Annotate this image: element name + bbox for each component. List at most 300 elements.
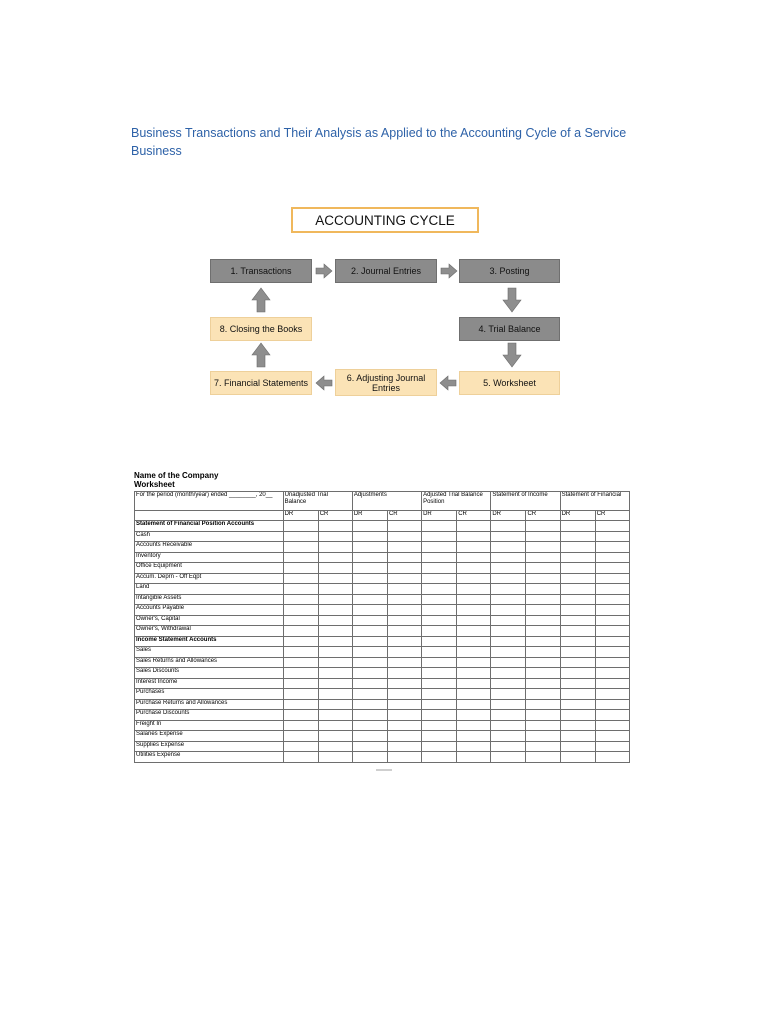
amount-cell [457, 615, 491, 626]
amount-cell [560, 657, 595, 668]
amount-cell [352, 668, 387, 679]
step-financial-statements [210, 371, 312, 395]
step-label: 2. Journal Entries [350, 266, 422, 276]
amount-cell [283, 531, 318, 542]
amount-cell [595, 626, 629, 637]
amount-cell [526, 720, 560, 731]
table-row [135, 699, 630, 710]
step-label: 8. Closing the Books [219, 324, 303, 334]
amount-cell [491, 720, 526, 731]
amount-cell [422, 689, 457, 700]
account-label: Cash [135, 531, 284, 542]
amount-cell [595, 584, 629, 595]
amount-cell [526, 584, 560, 595]
amount-cell [318, 678, 352, 689]
amount-cell [595, 710, 629, 721]
arrow-left-icon [439, 375, 457, 391]
amount-cell [283, 731, 318, 742]
table-row [135, 626, 630, 637]
amount-cell [457, 752, 491, 763]
amount-cell [318, 699, 352, 710]
amount-cell [283, 563, 318, 574]
group-header: Adjustments [352, 492, 421, 511]
amount-cell [352, 731, 387, 742]
amount-cell [283, 584, 318, 595]
amount-cell [595, 699, 629, 710]
table-row [135, 552, 630, 563]
amount-cell [352, 720, 387, 731]
amount-cell [560, 720, 595, 731]
table-row [135, 573, 630, 584]
amount-cell [560, 563, 595, 574]
step-label: 1. Transactions [230, 266, 292, 276]
group-header: Statement of Financial [560, 492, 629, 511]
amount-cell [560, 699, 595, 710]
amount-cell [352, 552, 387, 563]
amount-cell [457, 668, 491, 679]
amount-cell [491, 710, 526, 721]
step-label: 3. Posting [489, 266, 530, 276]
amount-cell [422, 647, 457, 658]
amount-cell [491, 678, 526, 689]
amount-cell [457, 731, 491, 742]
amount-cell [491, 647, 526, 658]
amount-cell [387, 636, 421, 647]
table-row [135, 647, 630, 658]
amount-cell [491, 531, 526, 542]
table-row [135, 594, 630, 605]
amount-cell [595, 573, 629, 584]
amount-cell [526, 594, 560, 605]
amount-cell [422, 563, 457, 574]
amount-cell [457, 710, 491, 721]
company-name: Name of the Company [134, 471, 219, 480]
amount-cell [595, 615, 629, 626]
cr-header: CR [457, 511, 491, 521]
amount-cell [283, 678, 318, 689]
step-transactions [210, 259, 312, 283]
amount-cell [560, 626, 595, 637]
amount-cell [283, 647, 318, 658]
amount-cell [560, 552, 595, 563]
amount-cell [422, 521, 457, 532]
group-header: Unadjusted Trial Balance [283, 492, 352, 511]
amount-cell [422, 542, 457, 553]
amount-cell [595, 689, 629, 700]
amount-cell [422, 668, 457, 679]
account-label: Owner's, Capital [135, 615, 284, 626]
amount-cell [387, 668, 421, 679]
dr-header: DR [352, 511, 387, 521]
arrow-up-icon [251, 287, 271, 313]
table-row [135, 542, 630, 553]
amount-cell [526, 741, 560, 752]
amount-cell [560, 710, 595, 721]
amount-cell [491, 731, 526, 742]
amount-cell [491, 605, 526, 616]
amount-cell [526, 731, 560, 742]
account-label: Inventory [135, 552, 284, 563]
step-journal-entries [335, 259, 437, 283]
amount-cell [387, 678, 421, 689]
amount-cell [595, 605, 629, 616]
amount-cell [352, 657, 387, 668]
step-trial-balance [459, 317, 560, 341]
amount-cell [491, 689, 526, 700]
arrow-right-icon [315, 263, 333, 279]
account-label: Utilities Expense [135, 752, 284, 763]
worksheet [134, 471, 630, 763]
amount-cell [560, 752, 595, 763]
cr-header: CR [595, 511, 629, 521]
amount-cell [387, 605, 421, 616]
amount-cell [457, 699, 491, 710]
accounting-cycle-diagram [0, 0, 768, 420]
amount-cell [318, 584, 352, 595]
account-label: Sales Discounts [135, 668, 284, 679]
amount-cell [352, 636, 387, 647]
amount-cell [422, 552, 457, 563]
amount-cell [387, 741, 421, 752]
amount-cell [595, 542, 629, 553]
amount-cell [318, 531, 352, 542]
amount-cell [526, 689, 560, 700]
amount-cell [526, 626, 560, 637]
amount-cell [457, 678, 491, 689]
amount-cell [387, 720, 421, 731]
amount-cell [422, 573, 457, 584]
table-row [135, 668, 630, 679]
amount-cell [387, 731, 421, 742]
amount-cell [422, 731, 457, 742]
amount-cell [595, 657, 629, 668]
amount-cell [526, 552, 560, 563]
step-posting [459, 259, 560, 283]
amount-cell [283, 710, 318, 721]
amount-cell [526, 668, 560, 679]
arrow-down-icon [502, 287, 522, 313]
amount-cell [457, 584, 491, 595]
amount-cell [352, 647, 387, 658]
amount-cell [595, 594, 629, 605]
amount-cell [491, 752, 526, 763]
amount-cell [352, 699, 387, 710]
account-label: Sales [135, 647, 284, 658]
step-worksheet [459, 371, 560, 395]
table-row [135, 615, 630, 626]
step-closing-the-books [210, 317, 312, 341]
amount-cell [560, 615, 595, 626]
amount-cell [560, 689, 595, 700]
amount-cell [318, 594, 352, 605]
amount-cell [387, 615, 421, 626]
table-row [135, 720, 630, 731]
amount-cell [387, 594, 421, 605]
amount-cell [387, 521, 421, 532]
amount-cell [422, 605, 457, 616]
amount-cell [318, 636, 352, 647]
amount-cell [283, 699, 318, 710]
amount-cell [560, 594, 595, 605]
amount-cell [422, 710, 457, 721]
amount-cell [318, 605, 352, 616]
table-row [135, 752, 630, 763]
amount-cell [422, 720, 457, 731]
table-row [135, 689, 630, 700]
amount-cell [595, 668, 629, 679]
amount-cell [595, 731, 629, 742]
amount-cell [422, 678, 457, 689]
amount-cell [318, 552, 352, 563]
amount-cell [560, 731, 595, 742]
table-row [135, 563, 630, 574]
amount-cell [387, 531, 421, 542]
amount-cell [352, 615, 387, 626]
amount-cell [318, 573, 352, 584]
amount-cell [560, 605, 595, 616]
amount-cell [387, 710, 421, 721]
amount-cell [318, 626, 352, 637]
table-row [135, 710, 630, 721]
amount-cell [491, 615, 526, 626]
account-label: Accum. Deprn - Off Eqpt [135, 573, 284, 584]
step-adjusting-journal-entries [335, 369, 437, 396]
account-label: Freight In [135, 720, 284, 731]
dr-header: DR [283, 511, 318, 521]
blank-cell [135, 511, 284, 521]
amount-cell [560, 741, 595, 752]
account-label: Owner's, Withdrawal [135, 626, 284, 637]
amount-cell [595, 531, 629, 542]
amount-cell [595, 563, 629, 574]
amount-cell [457, 626, 491, 637]
amount-cell [352, 542, 387, 553]
table-row [135, 584, 630, 595]
amount-cell [560, 521, 595, 532]
amount-cell [387, 657, 421, 668]
worksheet-table [134, 491, 630, 763]
amount-cell [560, 668, 595, 679]
amount-cell [283, 626, 318, 637]
amount-cell [491, 594, 526, 605]
account-label: Purchase Discounts [135, 710, 284, 721]
account-label: Intangible Assets [135, 594, 284, 605]
amount-cell [387, 584, 421, 595]
amount-cell [283, 552, 318, 563]
amount-cell [491, 741, 526, 752]
arrow-down-icon [502, 342, 522, 368]
amount-cell [457, 605, 491, 616]
amount-cell [283, 573, 318, 584]
amount-cell [491, 521, 526, 532]
amount-cell [318, 668, 352, 679]
amount-cell [352, 689, 387, 700]
amount-cell [318, 657, 352, 668]
amount-cell [318, 720, 352, 731]
amount-cell [422, 657, 457, 668]
amount-cell [526, 752, 560, 763]
page-number-mark [376, 769, 392, 771]
amount-cell [526, 647, 560, 658]
amount-cell [491, 636, 526, 647]
dr-header: DR [422, 511, 457, 521]
amount-cell [283, 720, 318, 731]
account-label: Statement of Financial Position Accounts [135, 521, 284, 532]
amount-cell [422, 699, 457, 710]
amount-cell [595, 552, 629, 563]
cr-header: CR [318, 511, 352, 521]
amount-cell [491, 573, 526, 584]
dr-header: DR [560, 511, 595, 521]
amount-cell [387, 552, 421, 563]
account-label: Office Equipment [135, 563, 284, 574]
amount-cell [526, 710, 560, 721]
amount-cell [457, 657, 491, 668]
amount-cell [422, 615, 457, 626]
account-label: Income Statement Accounts [135, 636, 284, 647]
amount-cell [352, 584, 387, 595]
period-cell: For the period (month/year) ended ________, 20__ [135, 492, 284, 511]
amount-cell [352, 710, 387, 721]
cycle-title: ACCOUNTING CYCLE [291, 207, 479, 233]
step-label: 5. Worksheet [483, 378, 536, 388]
amount-cell [318, 521, 352, 532]
amount-cell [387, 699, 421, 710]
amount-cell [318, 563, 352, 574]
amount-cell [595, 678, 629, 689]
amount-cell [318, 615, 352, 626]
amount-cell [283, 752, 318, 763]
amount-cell [318, 741, 352, 752]
amount-cell [526, 699, 560, 710]
amount-cell [595, 636, 629, 647]
amount-cell [352, 678, 387, 689]
account-label: Salaries Expense [135, 731, 284, 742]
arrow-up-icon [251, 342, 271, 368]
amount-cell [526, 636, 560, 647]
amount-cell [526, 678, 560, 689]
amount-cell [457, 689, 491, 700]
amount-cell [457, 573, 491, 584]
amount-cell [595, 521, 629, 532]
amount-cell [526, 605, 560, 616]
amount-cell [491, 584, 526, 595]
amount-cell [352, 605, 387, 616]
amount-cell [560, 542, 595, 553]
cr-header: CR [387, 511, 421, 521]
table-row [135, 605, 630, 616]
amount-cell [491, 668, 526, 679]
amount-cell [457, 563, 491, 574]
amount-cell [526, 615, 560, 626]
amount-cell [595, 752, 629, 763]
amount-cell [457, 542, 491, 553]
amount-cell [526, 531, 560, 542]
account-label: Accounts Payable [135, 605, 284, 616]
account-label: Purchases [135, 689, 284, 700]
account-label: Land [135, 584, 284, 595]
amount-cell [318, 647, 352, 658]
amount-cell [457, 647, 491, 658]
amount-cell [387, 542, 421, 553]
amount-cell [491, 626, 526, 637]
amount-cell [491, 563, 526, 574]
amount-cell [595, 741, 629, 752]
amount-cell [283, 521, 318, 532]
amount-cell [560, 647, 595, 658]
arrow-right-icon [440, 263, 458, 279]
step-label: 7. Financial Statements [213, 378, 309, 388]
amount-cell [283, 594, 318, 605]
amount-cell [352, 531, 387, 542]
amount-cell [352, 626, 387, 637]
amount-cell [491, 657, 526, 668]
amount-cell [283, 657, 318, 668]
amount-cell [560, 636, 595, 647]
amount-cell [352, 741, 387, 752]
amount-cell [283, 605, 318, 616]
amount-cell [318, 731, 352, 742]
amount-cell [387, 626, 421, 637]
amount-cell [318, 752, 352, 763]
dr-header: DR [491, 511, 526, 521]
amount-cell [457, 636, 491, 647]
amount-cell [595, 720, 629, 731]
amount-cell [352, 594, 387, 605]
table-row [135, 678, 630, 689]
amount-cell [560, 573, 595, 584]
amount-cell [526, 542, 560, 553]
amount-cell [526, 521, 560, 532]
amount-cell [422, 741, 457, 752]
amount-cell [422, 752, 457, 763]
amount-cell [457, 531, 491, 542]
amount-cell [595, 647, 629, 658]
table-row [135, 531, 630, 542]
amount-cell [422, 584, 457, 595]
account-label: Interest Income [135, 678, 284, 689]
amount-cell [560, 584, 595, 595]
cr-header: CR [526, 511, 560, 521]
amount-cell [422, 626, 457, 637]
step-label: 6. Adjusting Journal Entries [346, 372, 426, 393]
account-label: Sales Returns and Allowances [135, 657, 284, 668]
table-row [135, 521, 630, 532]
document-heading: Business Transactions and Their Analysis as Applied to the Accounting Cycle of a Service Business [131, 126, 627, 158]
arrow-left-icon [315, 375, 333, 391]
amount-cell [318, 542, 352, 553]
amount-cell [387, 689, 421, 700]
amount-cell [422, 594, 457, 605]
amount-cell [422, 531, 457, 542]
amount-cell [491, 552, 526, 563]
account-label: Supplies Expense [135, 741, 284, 752]
group-header: Adjusted Trial Balance Position [422, 492, 491, 511]
table-row [135, 657, 630, 668]
amount-cell [526, 657, 560, 668]
amount-cell [387, 573, 421, 584]
amount-cell [560, 531, 595, 542]
amount-cell [283, 668, 318, 679]
amount-cell [387, 752, 421, 763]
amount-cell [387, 647, 421, 658]
amount-cell [283, 615, 318, 626]
amount-cell [352, 573, 387, 584]
amount-cell [457, 552, 491, 563]
amount-cell [457, 594, 491, 605]
amount-cell [491, 542, 526, 553]
amount-cell [457, 720, 491, 731]
